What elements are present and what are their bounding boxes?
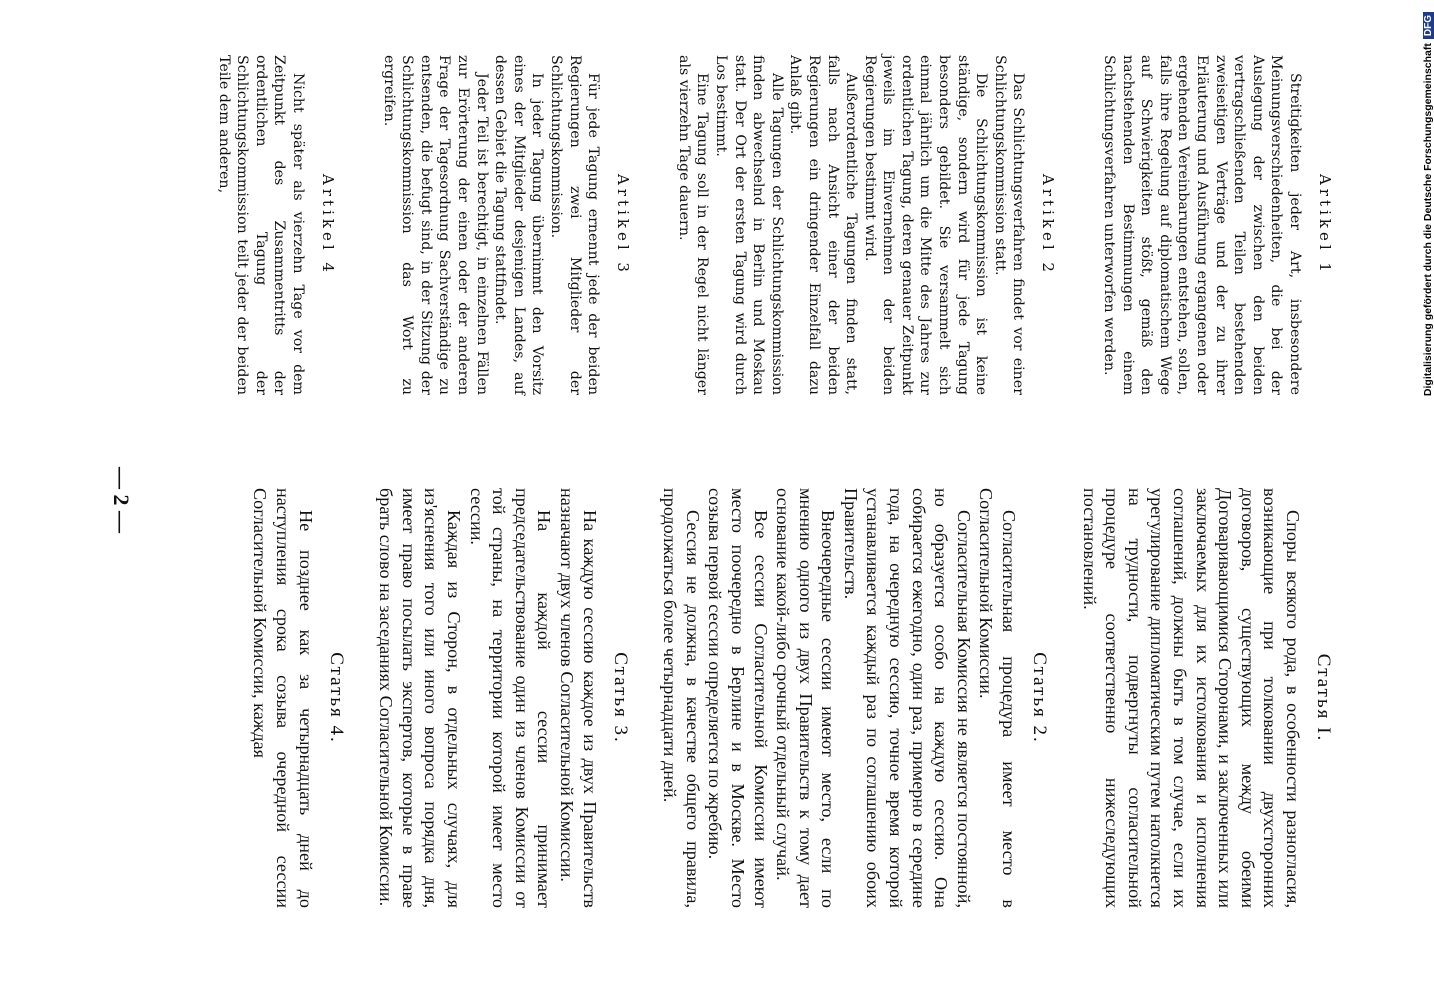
russian-article-heading: Статья 4. (325, 652, 347, 744)
footer-text: Digitalisierung gefördert durch die Deutsche Forschungsgemeinschaft (1422, 43, 1434, 397)
german-paragraph: Streitigkeiten jeder Art, insbesondere Meinungsverschiedenheiten, die bei der Auslegung der zwischen den beiden vertragschließenden Teilen bestehenden zweiseitigen Verträge und der zu ihrer Erläuterung und Ausführung ergangenen oder ergehenden Vereinbarungen entstehen, sollen, falls ihre Regelung auf diplomatischem Wege auf Schwierigkeiten stößt, gemäß den nachstehenden Bestimmungen einem Schlichtungsverfahren unterworfen werden. (1101, 55, 1303, 395)
russian-paragraph: Не позднее как за четырнадцать дней до наступления срока созыва очередной сессии Согласительной Комиссии, каждая (250, 488, 316, 908)
document-page (34, 0, 1434, 1000)
german-paragraph: Das Schlichtungsverfahren findet vor einer Schlichtungskommission statt. (991, 55, 1027, 395)
german-article-1 (1099, 55, 1334, 395)
page-number: — 2 — (109, 467, 134, 533)
russian-paragraph: На каждой сессии принимает председательствование один из членов Комиссии от той страны, на территории которой имеет место сессии. (466, 488, 555, 908)
german-article-4 (214, 55, 337, 395)
russian-paragraph: Сессия не должна, в качестве общего правила, продолжаться более четырнадцати дней. (660, 488, 703, 908)
russian-paragraph: Внеочередные сессии имеют место, если по мнению одного из двух Правительств к тому дает основание какой-либо срочный отдельный случай. (773, 488, 839, 908)
digitization-footer (1418, 12, 1434, 992)
german-article-heading: Artikel 1 (1316, 174, 1334, 276)
russian-paragraph: На каждую сессию каждое из двух Правительств назначают двух членов Согласительной Комиссии. (556, 488, 600, 908)
german-paragraph: Alle Tagungen der Schlichtungskommission finden abwechselnd in Berlin und Moskau statt. Der Ort der ersten Tagung wird durch Los bestimmt. (712, 55, 785, 395)
german-paragraph: Jeder Teil ist berechtigt, in einzelnen Fällen zur Erörterung der einen oder der anderen Frage der Tagesordnung Sachverständige zu entsenden, die befugt sind, in der Sitzung der Schlichtungskommission das Wort zu ergreifen. (380, 55, 490, 395)
russian-paragraph: Согласительная процедура имеет место в Согласительной Комиссии. (976, 488, 1020, 908)
german-article-heading: Artikel 2 (1039, 174, 1058, 276)
german-paragraph: Nicht später als vierzehn Tage vor dem Zeitpunkt des Zusammentritts der ordentlichen Tagung der Schlichtungskommission teilt jeder der beiden Teile dem anderen, (215, 55, 307, 395)
dfg-logo: DFG (1423, 12, 1434, 39)
german-column (172, 55, 1334, 395)
russian-article-1 (1078, 488, 1334, 908)
russian-article-heading: Статья 3. (609, 652, 631, 744)
russian-paragraph: Каждая из Сторон, в отдельных случаях, для из'яснения того или иного вопроса порядка дня, имеет право посылать экспертов, которые в праве брать слово на заседаниях Согласительной Комиссии. (376, 488, 464, 908)
russian-article-4 (249, 488, 347, 908)
russian-paragraph: Споры всякого рода, в особенности разногласия, возникающие при толковании двухсторонних договоров, существующих между обеими Договаривающимися Сторонами, и заключенных или заключаемых для их истолкования и исполнения соглашений, должны быть в том случае, если их урегулирование дипломатическим путем натолкнется на трудности, подвергнуты согласительной процедуре соответственно нижеследующих постановлений. (1079, 488, 1303, 908)
german-paragraph: Eine Tagung soll in der Regel nicht länger als vierzehn Tage dauern. (675, 55, 711, 395)
russian-article-2 (659, 488, 1051, 908)
russian-paragraph: Все сессии Согласительной Комиссии имеют место поочередно в Берлине и в Москве. Место созыва первой сессии определяется по жребию. (705, 488, 771, 908)
german-paragraph: In jeder Tagung übernimmt den Vorsitz eines der Mitglieder desjenigen Landes, auf dessen Gebiet die Tagung stattfindet. (492, 55, 546, 395)
russian-column (221, 488, 1334, 908)
russian-article-heading: Статья I. (1313, 653, 1334, 743)
german-article-heading: Artikel 3 (614, 174, 633, 276)
german-article-2 (674, 55, 1057, 395)
russian-article-3 (375, 488, 631, 908)
german-paragraph: Außerordentliche Tagungen finden statt, falls nach Ansicht einer der beiden Regierungen ein dringender Einzelfall dazu Anlaß gibt. (787, 55, 860, 395)
german-paragraph: Die Schlichtungskommission ist keine ständige, sondern wird für jede Tagung besonders gebildet. Sie versammelt sich einmal jährlich um die Mitte des Jahres zur ordentlichen Tagung, deren genauer Zeitpunkt jeweils im Einvernehmen der beiden Regierungen bestimmt wird. (861, 55, 990, 395)
german-article-3 (379, 55, 632, 395)
german-paragraph: Für jede Tagung ernennt jede der beiden Regierungen zwei Mitglieder der Schlichtungskommission. (548, 55, 602, 395)
russian-paragraph: Согласительная Комиссия не является постоянной, но образуется особо на каждую сессию. Она собирается ежегодно, один раз, примерно в середине года, на очередную сессию, точное время которой устанавливается каждый раз по соглашению обоих Правительств. (840, 488, 974, 908)
german-article-heading: Artikel 4 (319, 174, 338, 276)
russian-article-heading: Статья 2. (1029, 652, 1051, 744)
